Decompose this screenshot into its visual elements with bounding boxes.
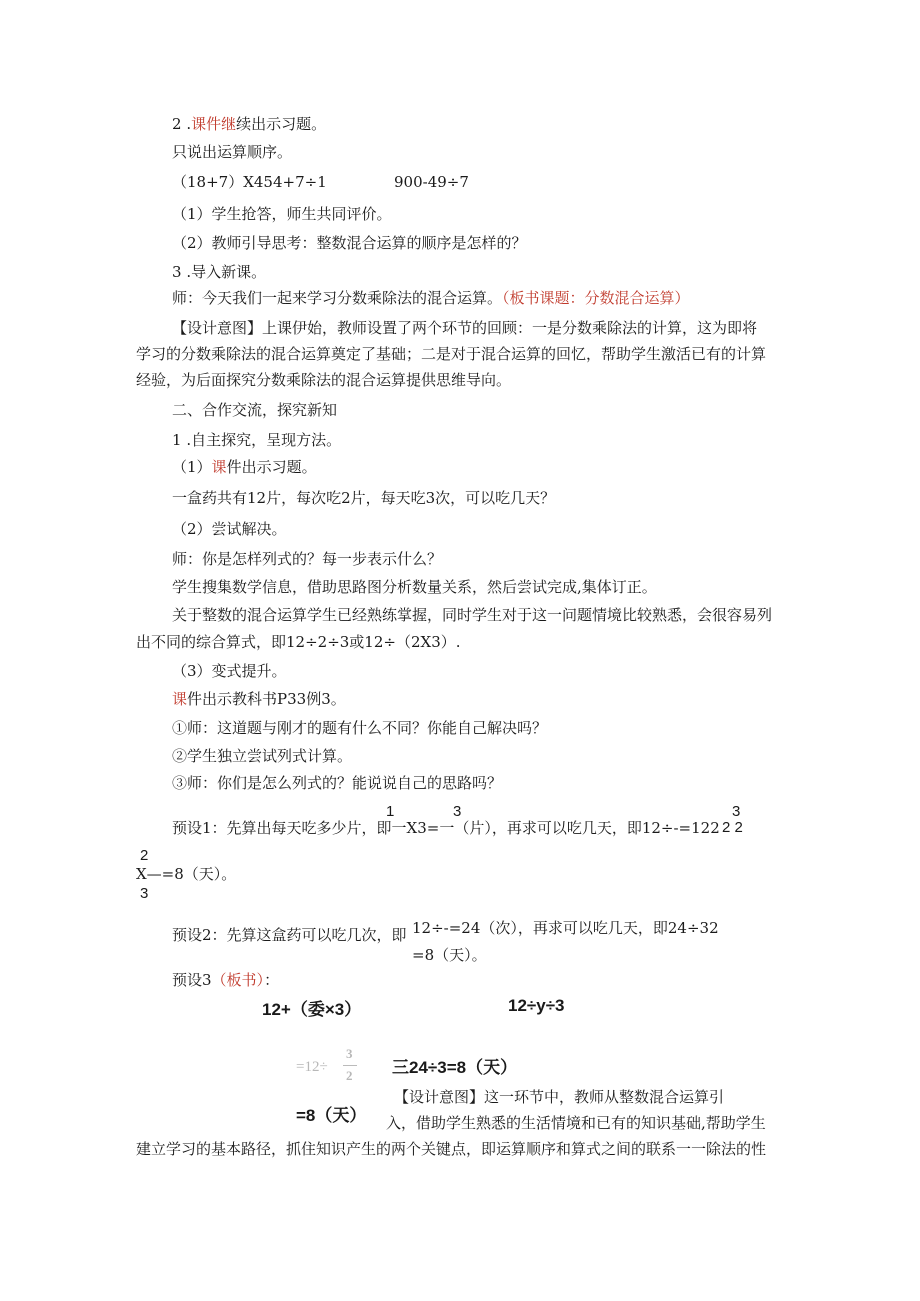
expression-b: 900-49÷7 — [394, 173, 469, 191]
sub-step-3: （3）变式提升。 — [172, 662, 287, 680]
section-heading-2: 二、合作交流，探究新知 — [172, 401, 338, 419]
question-1: ①师：这道题与刚才的题有什么不同？你能自己解决吗？ — [172, 719, 548, 737]
preset-1-den: 3 — [140, 885, 149, 902]
paragraph-2-line-2: 出不同的综合算式，即12÷2÷3或12÷（2X3）. — [136, 633, 461, 651]
question-2: ②学生独立尝试列式计算。 — [172, 747, 353, 765]
teacher-question: 师：你是怎样列式的？每一步表示什么？ — [172, 550, 443, 568]
step-2-think: （2）教师引导思考：整数混合运算的顺序是怎样的？ — [172, 234, 527, 252]
design-intent-1-line-3: 经验，为后面探究分数乘除法的混合运算提供思维导向。 — [136, 371, 512, 389]
preset-1-num: 2 — [140, 847, 149, 864]
question-3: ③师：你们是怎么列式的？能说说自己的思路吗？ — [172, 774, 503, 792]
board-image-prefix: =12÷ — [296, 1059, 328, 1075]
preset-1-line-2: X—=8（天）。 — [136, 865, 237, 883]
board-right-expression: 12÷y÷3 — [508, 996, 565, 1015]
board-image-num: 3 — [346, 1046, 353, 1061]
design-intent-2-line-1: 【设计意图】这一环节中，教师从整数混合运算引 — [394, 1088, 725, 1106]
board-left-expression: 12+（委×3） — [262, 1000, 362, 1019]
board-image-fraction — [296, 1046, 362, 1088]
preset-1-sup-2: 3 — [453, 803, 462, 820]
teacher-intro: 师：今天我们一起来学习分数乘除法的混合运算。（板书课题：分数混合运算） — [172, 289, 690, 307]
textbook-example: 课件出示教科书P33例3。 — [172, 690, 346, 708]
preset-2-b: 12÷-=24（次），再求可以吃几天，即24÷32 — [412, 919, 719, 937]
preset-2-c: =8（天）。 — [412, 946, 487, 964]
preset-3-label: 预设3（板书）： — [172, 971, 280, 989]
design-intent-1-line-1: 【设计意图】上课伊始，教师设置了两个环节的回顾：一是分数乘除法的计算，这为即将 — [172, 319, 758, 337]
sub-step-2: （2）尝试解决。 — [172, 520, 287, 538]
explore-item-1: 1 .自主探究，呈现方法。 — [172, 431, 342, 449]
expression-a: （18+7）X454+7÷1 — [172, 173, 327, 191]
review-item-3: 3 .导入新课。 — [172, 263, 267, 281]
board-image-fraction-bar — [343, 1065, 357, 1066]
review-item-2: 2 .课件继续出示习题。 — [172, 115, 327, 133]
student-activity: 学生搜集数学信息，借助思路图分析数量关系，然后尝试完成,集体订正。 — [172, 578, 657, 596]
board-middle-result: 三24÷3=8（天） — [392, 1058, 518, 1077]
board-bottom-result: =8（天） — [296, 1106, 367, 1125]
preset-1-sup-3: 3 — [732, 803, 741, 820]
design-intent-1-line-2: 学习的分数乘除法的混合运算奠定了基础；二是对于混合运算的回忆，帮助学生激活已有的计算 — [136, 345, 767, 363]
instruction-order: 只说出运算顺序。 — [172, 143, 293, 161]
sub-step-1: （1）课件出示习题。 — [172, 458, 317, 476]
design-intent-2-line-3: 建立学习的基本路径，抓住知识产生的两个关键点，即运算顺序和算式之间的联系一一除法的性 — [136, 1140, 767, 1158]
design-intent-2-line-2: 入，借助学生熟悉的生活情境和已有的知识基础,帮助学生 — [386, 1114, 766, 1132]
preset-1-line: 预设1：先算出每天吃多少片，即一X3=一（片），再求可以吃几天，即12÷-=122 — [172, 819, 720, 837]
preset-1-tail: 2 2 — [722, 819, 743, 836]
preset-2-a: 预设2：先算这盒药可以吃几次，即 — [172, 926, 407, 944]
step-1-answer: （1）学生抢答，师生共同评价。 — [172, 205, 392, 223]
problem-text: 一盒药共有12片，每次吃2片，每天吃3次，可以吃几天？ — [172, 489, 556, 507]
preset-1-sup-1: 1 — [386, 803, 395, 820]
paragraph-2-line-1: 关于整数的混合运算学生已经熟练掌握，同时学生对于这一问题情境比较熟悉，会很容易列 — [172, 606, 773, 624]
board-image-den: 2 — [346, 1068, 353, 1083]
